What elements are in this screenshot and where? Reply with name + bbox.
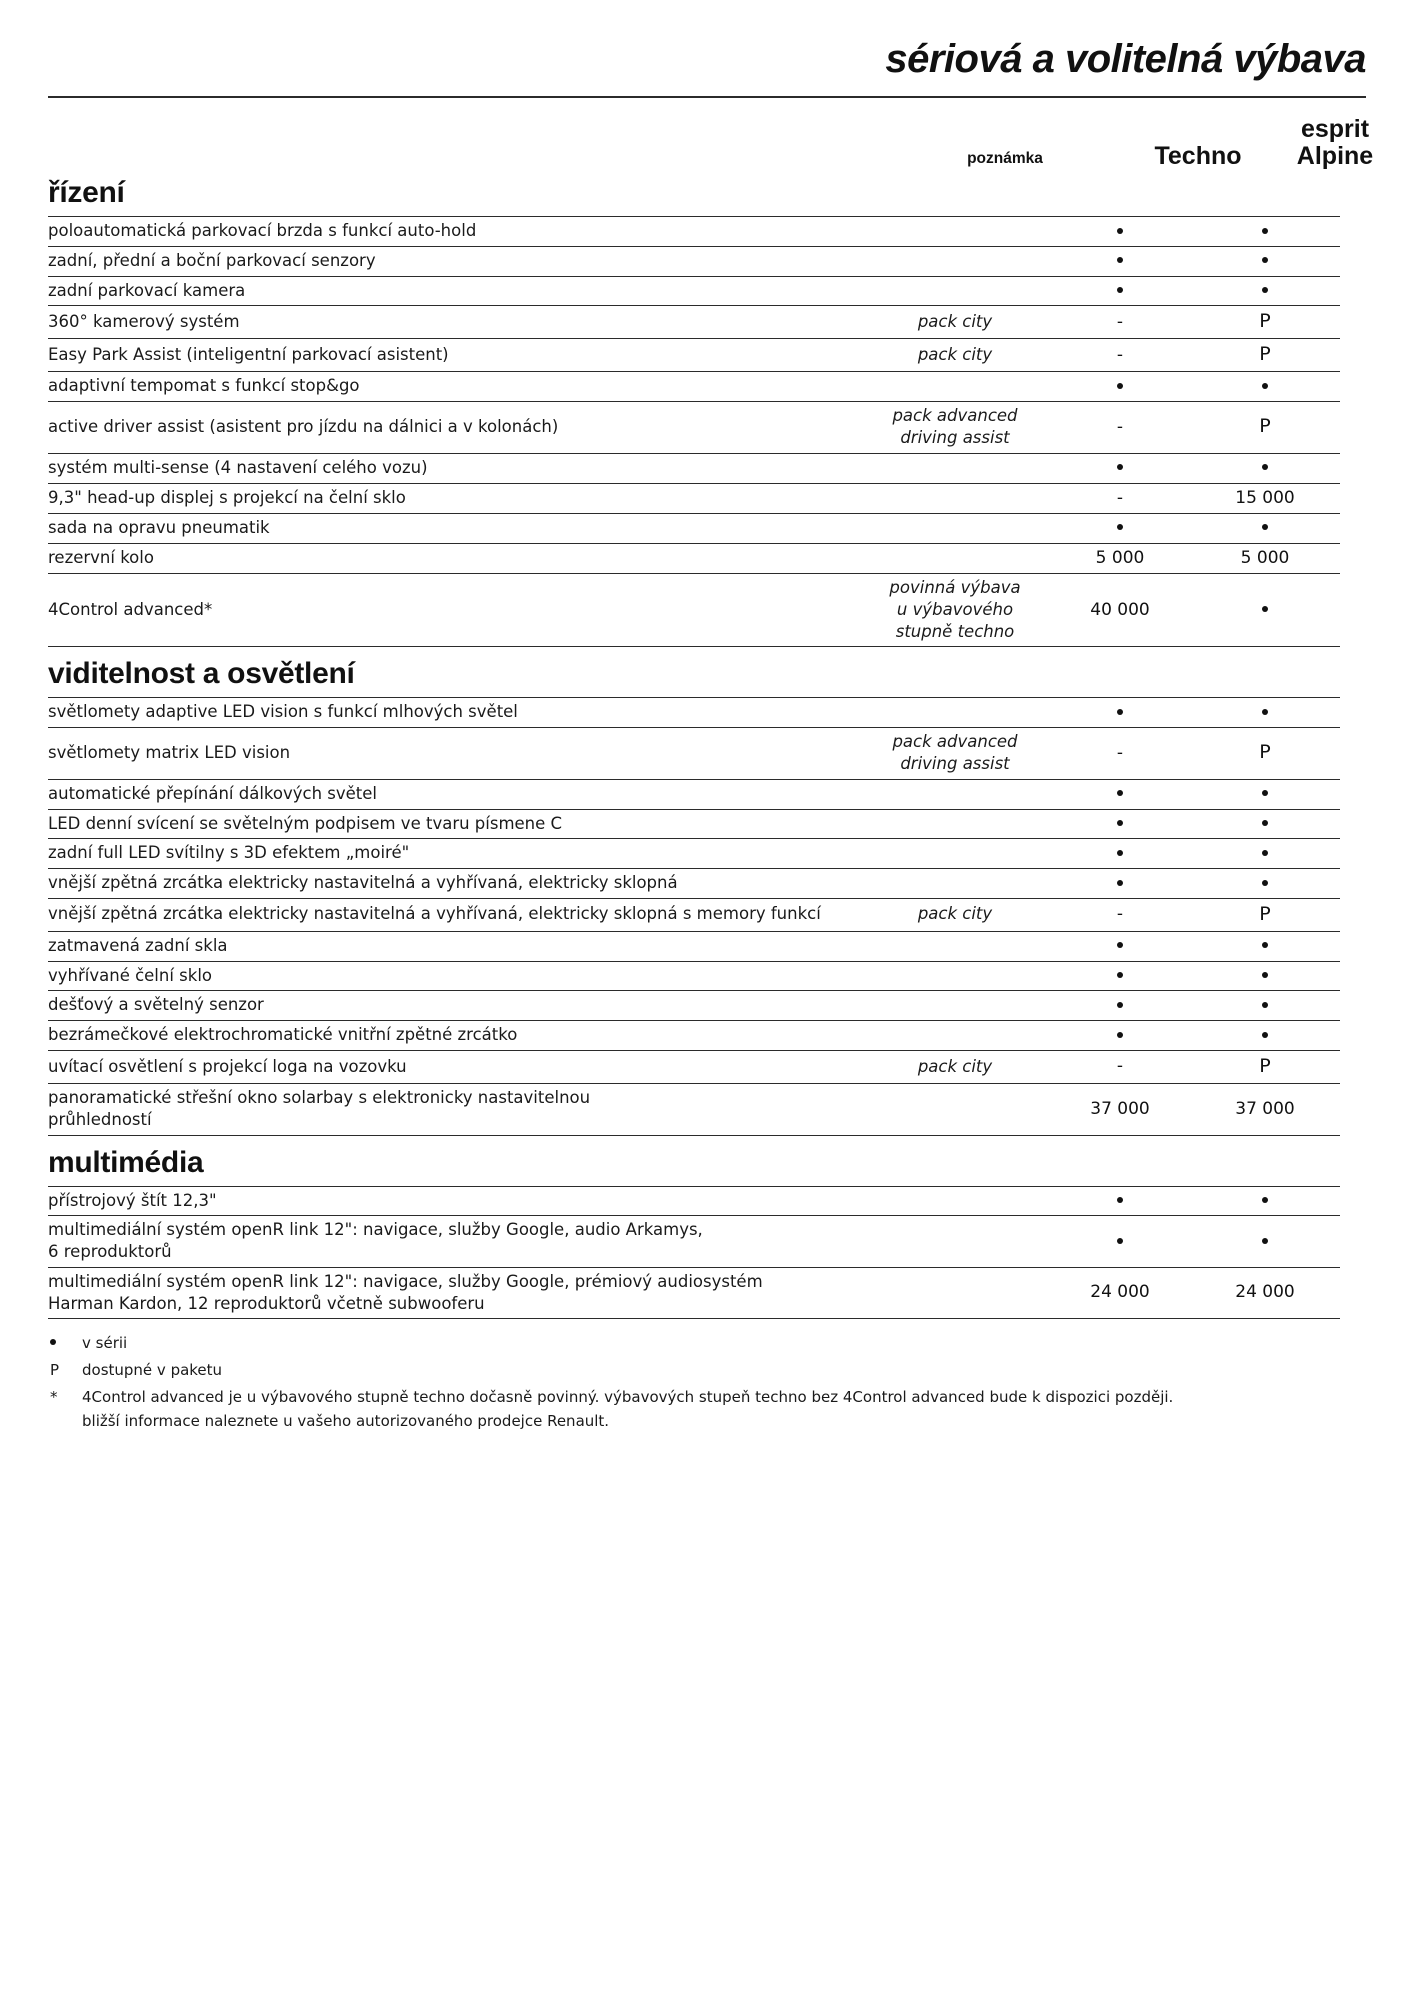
value-techno [1050, 513, 1190, 543]
table-row [48, 246, 1340, 276]
feature-note: pack city [860, 1050, 1050, 1083]
package-marker: P [1259, 415, 1271, 438]
package-marker: P [1259, 310, 1271, 333]
value-esprit-alpine [1190, 809, 1340, 839]
value-esprit-alpine [1190, 961, 1340, 991]
table-row [48, 728, 1340, 780]
table-row [48, 372, 1340, 402]
feature-label: active driver assist (asistent pro jízdu na dálnici a v kolonách) [48, 402, 860, 454]
standard-dot-icon [1262, 524, 1268, 530]
feature-note [860, 991, 1050, 1021]
feature-label: 9,3" head-up displej s projekcí na čelní sklo [48, 483, 860, 513]
value-esprit-alpine [1190, 574, 1340, 647]
feature-note [860, 839, 1050, 869]
package-marker: P [1259, 1054, 1271, 1077]
value-techno [1050, 779, 1190, 809]
value-techno [1050, 869, 1190, 899]
feature-label: světlomety adaptive LED vision s funkcí mlhových světel [48, 698, 860, 728]
standard-dot-icon [1262, 464, 1268, 470]
column-header-esprit-line1: esprit [1300, 115, 1370, 143]
not-available-marker: - [1116, 487, 1124, 508]
feature-note: povinná výbava u výbavového stupně techno [860, 574, 1050, 647]
feature-label: vyhřívané čelní sklo [48, 961, 860, 991]
feature-label: panoramatické střešní okno solarbay s elektronicky nastavitelnou průhledností [48, 1084, 860, 1136]
value-esprit-alpine [1190, 453, 1340, 483]
table-row [48, 1186, 1340, 1216]
value-techno [1050, 1084, 1190, 1136]
feature-label: poloautomatická parkovací brzda s funkcí auto-hold [48, 217, 860, 247]
footnote-text: v sérii [82, 1334, 128, 1353]
feature-note: pack city [860, 306, 1050, 339]
table-row [48, 1021, 1340, 1051]
feature-label: zadní, přední a boční parkovací senzory [48, 246, 860, 276]
feature-note [860, 869, 1050, 899]
value-esprit-alpine [1190, 779, 1340, 809]
value-esprit-alpine [1190, 543, 1340, 573]
feature-note: pack city [860, 339, 1050, 372]
value-esprit-alpine [1190, 728, 1340, 780]
standard-dot-icon [1117, 1197, 1123, 1203]
feature-note: pack advanced driving assist [860, 402, 1050, 454]
spec-table-multimedia [48, 1186, 1340, 1320]
not-available-marker: - [1116, 904, 1124, 925]
feature-label: automatické přepínání dálkových světel [48, 779, 860, 809]
footnote-item [48, 1360, 1340, 1382]
standard-dot-icon [1117, 383, 1123, 389]
feature-label: multimediální systém openR link 12": navigace, služby Google, audio Arkamys, 6 reproduktorů [48, 1216, 860, 1268]
footnote-text: dostupné v paketu [82, 1361, 223, 1380]
price-value: 15 000 [1235, 487, 1295, 508]
price-value: 5 000 [1095, 547, 1145, 568]
not-available-marker: - [1116, 742, 1124, 763]
standard-dot-icon [1262, 850, 1268, 856]
table-row [48, 931, 1340, 961]
value-esprit-alpine [1190, 839, 1340, 869]
title-row [48, 0, 1366, 80]
feature-note [860, 483, 1050, 513]
standard-dot-icon [1262, 257, 1268, 263]
package-marker: P [1259, 343, 1271, 366]
feature-note [860, 513, 1050, 543]
footnote-key [48, 1333, 82, 1355]
feature-label: Easy Park Assist (inteligentní parkovací asistent) [48, 339, 860, 372]
package-marker: P [1259, 902, 1271, 925]
feature-label: zadní full LED svítilny s 3D efektem „moiré" [48, 839, 860, 869]
value-esprit-alpine [1190, 276, 1340, 306]
section-title-viditelnost-a-osvetleni: viditelnost a osvětlení [48, 657, 355, 691]
feature-note [860, 543, 1050, 573]
feature-note [860, 961, 1050, 991]
value-esprit-alpine [1190, 513, 1340, 543]
feature-label: multimediální systém openR link 12": navigace, služby Google, prémiový audiosystém Harman Kardon, 12 reproduktorů včetně subwooferu [48, 1267, 860, 1319]
standard-dot-icon [1117, 880, 1123, 886]
price-value: 24 000 [1235, 1282, 1295, 1303]
standard-dot-icon [1262, 709, 1268, 715]
value-techno [1050, 931, 1190, 961]
spec-section-rizeni [48, 176, 1366, 647]
package-marker: P [1259, 741, 1271, 764]
standard-dot-icon [50, 1339, 56, 1345]
footnote-key: P [50, 1361, 60, 1380]
not-available-marker: - [1116, 416, 1124, 437]
standard-dot-icon [1117, 257, 1123, 263]
feature-note [860, 246, 1050, 276]
feature-note [860, 453, 1050, 483]
value-esprit-alpine [1190, 372, 1340, 402]
column-header-esprit-line2: Alpine [1296, 142, 1374, 170]
price-value: 24 000 [1090, 1282, 1150, 1303]
value-esprit-alpine [1190, 217, 1340, 247]
table-row [48, 543, 1340, 573]
table-row [48, 869, 1340, 899]
feature-note [860, 779, 1050, 809]
column-headers [48, 98, 1374, 176]
value-esprit-alpine [1190, 898, 1340, 931]
table-row [48, 402, 1340, 454]
spec-table-viditelnost-a-osvetleni [48, 697, 1340, 1135]
feature-note [860, 1267, 1050, 1319]
standard-dot-icon [1262, 880, 1268, 886]
table-row [48, 698, 1340, 728]
feature-label: bezrámečkové elektrochromatické vnitřní zpětné zrcátko [48, 1021, 860, 1051]
feature-note [860, 1186, 1050, 1216]
footnote-item [48, 1333, 1340, 1355]
standard-dot-icon [1262, 228, 1268, 234]
value-techno [1050, 402, 1190, 454]
table-row [48, 217, 1340, 247]
value-techno [1050, 809, 1190, 839]
standard-dot-icon [1262, 942, 1268, 948]
table-row [48, 839, 1340, 869]
feature-label: dešťový a světelný senzor [48, 991, 860, 1021]
not-available-marker: - [1116, 311, 1124, 332]
table-row [48, 898, 1340, 931]
standard-dot-icon [1117, 820, 1123, 826]
table-row [48, 779, 1340, 809]
feature-note [860, 931, 1050, 961]
standard-dot-icon [1262, 383, 1268, 389]
feature-label: zadní parkovací kamera [48, 276, 860, 306]
value-esprit-alpine [1190, 1186, 1340, 1216]
value-techno [1050, 276, 1190, 306]
value-techno [1050, 339, 1190, 372]
feature-label: přístrojový štít 12,3" [48, 1186, 860, 1216]
spec-table-rizeni [48, 216, 1340, 647]
standard-dot-icon [1117, 1032, 1123, 1038]
column-header-techno: Techno [1154, 142, 1242, 170]
table-row [48, 991, 1340, 1021]
feature-label: systém multi-sense (4 nastavení celého vozu) [48, 453, 860, 483]
feature-note: pack city [860, 898, 1050, 931]
value-techno [1050, 961, 1190, 991]
table-row [48, 1050, 1340, 1083]
spec-sections [48, 176, 1366, 1319]
value-esprit-alpine [1190, 869, 1340, 899]
feature-note [860, 698, 1050, 728]
feature-label: LED denní svícení se světelným podpisem ve tvaru písmene C [48, 809, 860, 839]
value-techno [1050, 543, 1190, 573]
table-row [48, 1084, 1340, 1136]
table-row [48, 513, 1340, 543]
value-techno [1050, 898, 1190, 931]
standard-dot-icon [1117, 790, 1123, 796]
footnote-text-secondary: bližší informace naleznete u vašeho autorizovaného prodejce Renault. [82, 1411, 610, 1430]
footnote-key: * [50, 1387, 58, 1406]
standard-dot-icon [1117, 1002, 1123, 1008]
footnotes [48, 1333, 1340, 1432]
feature-label: sada na opravu pneumatik [48, 513, 860, 543]
standard-dot-icon [1117, 464, 1123, 470]
value-techno [1050, 728, 1190, 780]
table-row [48, 276, 1340, 306]
price-value: 5 000 [1240, 547, 1290, 568]
value-esprit-alpine [1190, 246, 1340, 276]
feature-note [860, 372, 1050, 402]
standard-dot-icon [1262, 972, 1268, 978]
standard-dot-icon [1117, 228, 1123, 234]
standard-dot-icon [1262, 820, 1268, 826]
standard-dot-icon [1262, 1197, 1268, 1203]
feature-note [860, 1216, 1050, 1268]
table-row [48, 574, 1340, 647]
value-techno [1050, 306, 1190, 339]
value-techno [1050, 246, 1190, 276]
value-techno [1050, 483, 1190, 513]
spec-section-viditelnost-a-osvetleni [48, 657, 1366, 1135]
page-title: sériová a volitelná výbava [885, 37, 1366, 81]
standard-dot-icon [1262, 790, 1268, 796]
feature-label: zatmavená zadní skla [48, 931, 860, 961]
column-header-esprit-alpine [1270, 116, 1400, 170]
section-title-rizeni: řízení [48, 176, 125, 209]
feature-note [860, 276, 1050, 306]
value-techno [1050, 217, 1190, 247]
section-title-multimedia: multimédia [48, 1145, 204, 1179]
value-esprit-alpine [1190, 698, 1340, 728]
value-esprit-alpine [1190, 339, 1340, 372]
standard-dot-icon [1117, 850, 1123, 856]
standard-dot-icon [1117, 942, 1123, 948]
not-available-marker: - [1116, 344, 1124, 365]
value-techno [1050, 453, 1190, 483]
table-row [48, 961, 1340, 991]
value-techno [1050, 1050, 1190, 1083]
feature-label: vnější zpětná zrcátka elektricky nastavitelná a vyhřívaná, elektricky sklopná s memory funkcí [48, 898, 860, 931]
value-esprit-alpine [1190, 1050, 1340, 1083]
feature-label: 4Control advanced* [48, 574, 860, 647]
feature-label: uvítací osvětlení s projekcí loga na vozovku [48, 1050, 860, 1083]
value-esprit-alpine [1190, 931, 1340, 961]
table-row [48, 483, 1340, 513]
feature-label: vnější zpětná zrcátka elektricky nastavitelná a vyhřívaná, elektricky sklopná [48, 869, 860, 899]
value-techno [1050, 698, 1190, 728]
value-esprit-alpine [1190, 1084, 1340, 1136]
value-esprit-alpine [1190, 306, 1340, 339]
feature-note [860, 1084, 1050, 1136]
table-row [48, 1216, 1340, 1268]
standard-dot-icon [1262, 606, 1268, 612]
standard-dot-icon [1117, 972, 1123, 978]
feature-label: rezervní kolo [48, 543, 860, 573]
feature-note [860, 809, 1050, 839]
standard-dot-icon [1117, 709, 1123, 715]
value-techno [1050, 839, 1190, 869]
footnote-text: 4Control advanced je u výbavového stupně techno dočasně povinný. výbavových stupeň techno bez 4Control advanced bude k dispozici později. bližší informace naleznete u vašeho autorizovaného prodejce Renault. [82, 1387, 1173, 1433]
standard-dot-icon [1262, 1002, 1268, 1008]
value-techno [1050, 372, 1190, 402]
feature-note: pack advanced driving assist [860, 728, 1050, 780]
table-row [48, 339, 1340, 372]
feature-label: 360° kamerový systém [48, 306, 860, 339]
standard-dot-icon [1117, 524, 1123, 530]
table-row [48, 306, 1340, 339]
spec-section-multimedia [48, 1146, 1366, 1320]
feature-note [860, 217, 1050, 247]
value-esprit-alpine [1190, 483, 1340, 513]
feature-label: adaptivní tempomat s funkcí stop&go [48, 372, 860, 402]
standard-dot-icon [1117, 287, 1123, 293]
footnote-item [48, 1387, 1340, 1433]
value-techno [1050, 574, 1190, 647]
value-techno [1050, 1267, 1190, 1319]
standard-dot-icon [1117, 1238, 1123, 1244]
price-value: 37 000 [1235, 1098, 1295, 1119]
value-techno [1050, 991, 1190, 1021]
feature-note [860, 1021, 1050, 1051]
feature-label: světlomety matrix LED vision [48, 728, 860, 780]
table-row [48, 453, 1340, 483]
column-header-note: poznámka [967, 150, 1043, 168]
value-esprit-alpine [1190, 402, 1340, 454]
standard-dot-icon [1262, 1032, 1268, 1038]
table-row [48, 809, 1340, 839]
value-techno [1050, 1021, 1190, 1051]
value-esprit-alpine [1190, 991, 1340, 1021]
standard-dot-icon [1262, 287, 1268, 293]
value-esprit-alpine [1190, 1216, 1340, 1268]
standard-dot-icon [1262, 1238, 1268, 1244]
not-available-marker: - [1116, 1056, 1124, 1077]
value-techno [1050, 1186, 1190, 1216]
value-esprit-alpine [1190, 1021, 1340, 1051]
price-value: 37 000 [1090, 1098, 1150, 1119]
value-esprit-alpine [1190, 1267, 1340, 1319]
price-value: 40 000 [1090, 599, 1150, 620]
table-row [48, 1267, 1340, 1319]
value-techno [1050, 1216, 1190, 1268]
